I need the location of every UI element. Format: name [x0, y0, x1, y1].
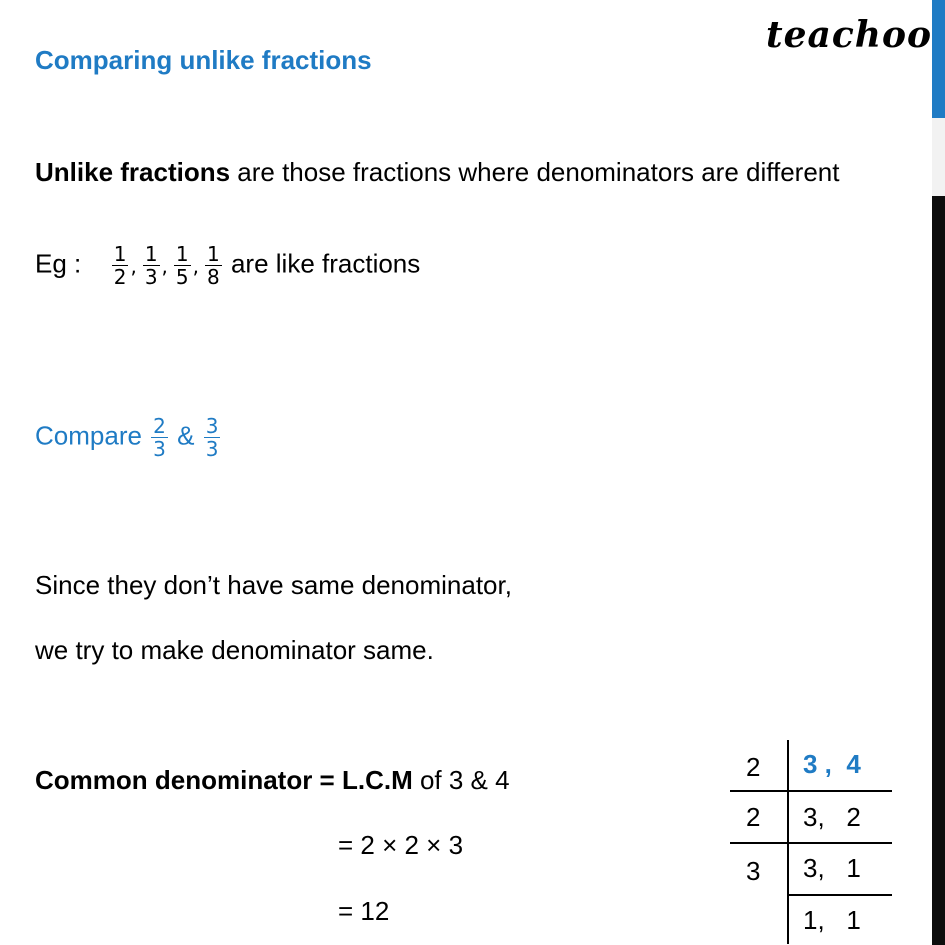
table-divisor: 2 — [746, 802, 761, 832]
table-rule — [789, 894, 892, 896]
table-rule — [730, 842, 892, 844]
example-fraction: $\frac{1}{3}$ — [144, 242, 158, 289]
definition-term: Unlike fractions — [35, 157, 231, 187]
table-row: 1, 1 — [803, 905, 861, 935]
definition-paragraph — [35, 157, 839, 187]
teachoo-logo: teachoo — [766, 14, 932, 56]
definition-rest: are those fractions where denominators are different — [230, 157, 840, 187]
explanation-line-1: Since they don’t have same denominator, — [35, 570, 512, 600]
table-divisor: 3 — [746, 856, 761, 886]
table-divisor: 2 — [746, 752, 761, 782]
lcm-line — [35, 765, 510, 795]
table-row: 3, 1 — [803, 853, 861, 883]
example-suffix: are like fractions — [230, 248, 421, 279]
page-heading: Comparing unlike fractions — [35, 45, 372, 75]
lcm-step-2: = 12 — [338, 896, 390, 926]
lcm-step-1: = 2 × 2 × 3 — [338, 830, 464, 860]
table-row: 3, 2 — [803, 802, 861, 832]
side-rail-dark — [932, 196, 945, 945]
table-row-top: 3 , 4 — [803, 749, 861, 779]
example-fraction: $\frac{1}{2}$ — [113, 242, 127, 289]
example-line: Eg : $\frac{1}{2}$ , $\frac{1}{3}$ , $\frac{1}{5}$ , $\frac{1}{8}$ are like fractions — [35, 242, 421, 289]
example-fraction: $\frac{1}{5}$ — [175, 242, 189, 289]
compare-fraction-1: $\frac{2}{3}$ — [153, 414, 166, 461]
side-rail-accent — [932, 0, 945, 118]
compare-amp: & — [177, 420, 195, 451]
lcm-rest: of 3 & 4 — [412, 765, 510, 795]
compare-label: Compare — [35, 420, 142, 451]
example-fraction: $\frac{1}{8}$ — [207, 242, 220, 289]
explanation-line-2: we try to make denominator same. — [35, 635, 434, 665]
compare-fraction-2: $\frac{3}{3}$ — [205, 414, 219, 461]
side-rail-gap — [932, 118, 945, 196]
table-rule — [730, 790, 892, 792]
lcm-term: Common denominator = L.C.M — [35, 765, 413, 795]
example-label: Eg : — [35, 248, 82, 279]
compare-line — [35, 415, 222, 460]
